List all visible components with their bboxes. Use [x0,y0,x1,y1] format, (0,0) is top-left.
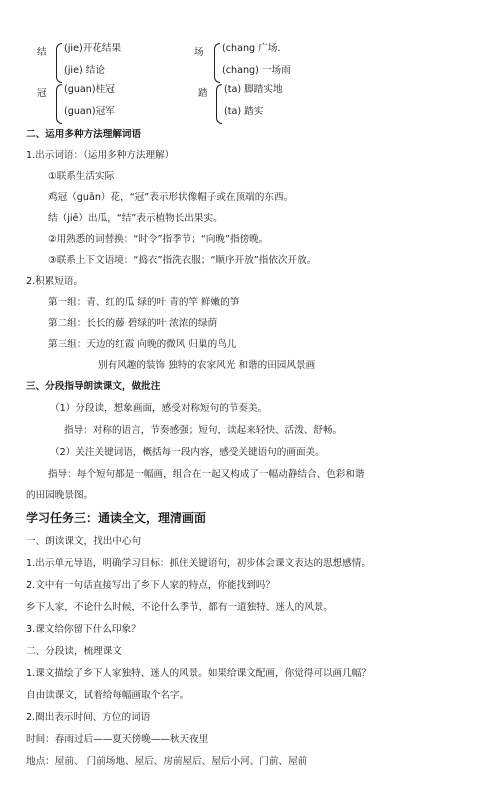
phrase-group: 第一组：青、红的瓜 绿的叶 青的竿 鲜嫩的笋 [48,297,240,308]
item-text: 1.出示词语：（运用多种方法理解） [26,150,175,161]
reading-jie-1: (jie)开花结果 [64,43,122,54]
item-text: 3.课文给你留下什么印象？ [26,624,141,635]
method-text: ②用熟悉的词替换：“时令”指季节；“向晚”指傍晚。 [48,234,269,245]
item-text: 2.圈出表示时间、方位的词语 [26,712,151,723]
char-jie: 结 [37,47,47,58]
reading-guan-1: (guan)桂冠 [64,84,115,95]
time-line: 时间：春雨过后——夏天傍晚——秋天夜里 [26,734,209,745]
method-text: ③联系上下文语境：“捣衣”指洗衣服；“顺序开放”指依次开放。 [48,255,317,266]
brace [56,84,62,124]
reading-ta-1: (ta) 脚踏实地 [224,84,283,95]
section-heading: 二、运用多种方法理解词语 [26,129,142,140]
answer-text: 乡下人家，不论什么时候，不论什么季节，都有一道独特、迷人的风景。 [26,602,333,613]
task-title: 学习任务三：通读全文，理清画面 [26,511,207,525]
item-text: 自由读课文，试着给每幅画取个名字。 [26,690,190,701]
reading-ta-2: (ta) 踏实 [224,106,264,117]
note-text: 指导：每个短句都是一幅画，组合在一起又构成了一幅动静结合、色彩和谐 [48,469,365,480]
explanation-text: 结（jiē）出瓜，“结”表示植物长出果实。 [48,213,223,224]
explanation-text: 鸡冠（guān）花，“冠”表示形状像帽子或在顶端的东西。 [48,192,294,203]
char-guan: 冠 [37,88,47,99]
paragraph-text: （2）关注关键词语，概括每一段内容，感受关键语句的画面美。 [50,447,325,458]
note-text: 的田园晚景图。 [26,490,94,501]
char-ta: 踏 [198,88,208,99]
note-text: 指导：对称的语言，节奏感强；短句，读起来轻快、活泼、舒畅。 [64,425,343,436]
section-heading: 二、分段读，梳理课文 [26,646,122,657]
item-text: 2.文中有一句话直接写出了乡下人家的特点，你能找到吗？ [26,580,275,591]
place-line: 地点：屋前、 门前场地、屋后、房前屋后、屋后小河、门前、屋前 [26,756,308,767]
reading-chang-2: (chang) 一场雨 [222,65,291,76]
reading-chang-1: (chang 广场. [222,43,281,54]
brace [214,43,220,83]
section-heading: 一、朗读课文，找出中心句 [26,536,142,547]
item-text: 2.积累短语。 [26,276,84,287]
phrase-group: 别有风趣的装饰 独特的农家风光 和谐的田园风景画 [98,360,316,371]
item-text: 1.课文描绘了乡下人家独特、迷人的风景。如果给课文配画，你觉得可以画几幅？ [26,668,371,679]
reading-jie-2: (jie) 结论 [64,65,105,76]
brace [56,43,62,83]
char-chang: 场 [194,47,204,58]
phrase-group: 第三组：天边的红霞 向晚的微风 归巢的鸟儿 [48,339,237,350]
brace [216,84,222,124]
method-text: ①联系生活实际 [48,171,115,182]
paragraph-text: （1）分段读，想象画面，感受对称短句的节奏美。 [50,403,268,414]
phrase-group: 第二组：长长的藤 碧绿的叶 浓浓的绿荫 [48,318,218,329]
reading-guan-2: (guan)冠军 [64,106,115,117]
item-text: 1.出示单元导语，明确学习目标：抓住关键语句，初步体会课文表达的思想感情。 [26,558,371,569]
section-heading: 三、分段指导朗读课文，做批注 [26,381,161,392]
